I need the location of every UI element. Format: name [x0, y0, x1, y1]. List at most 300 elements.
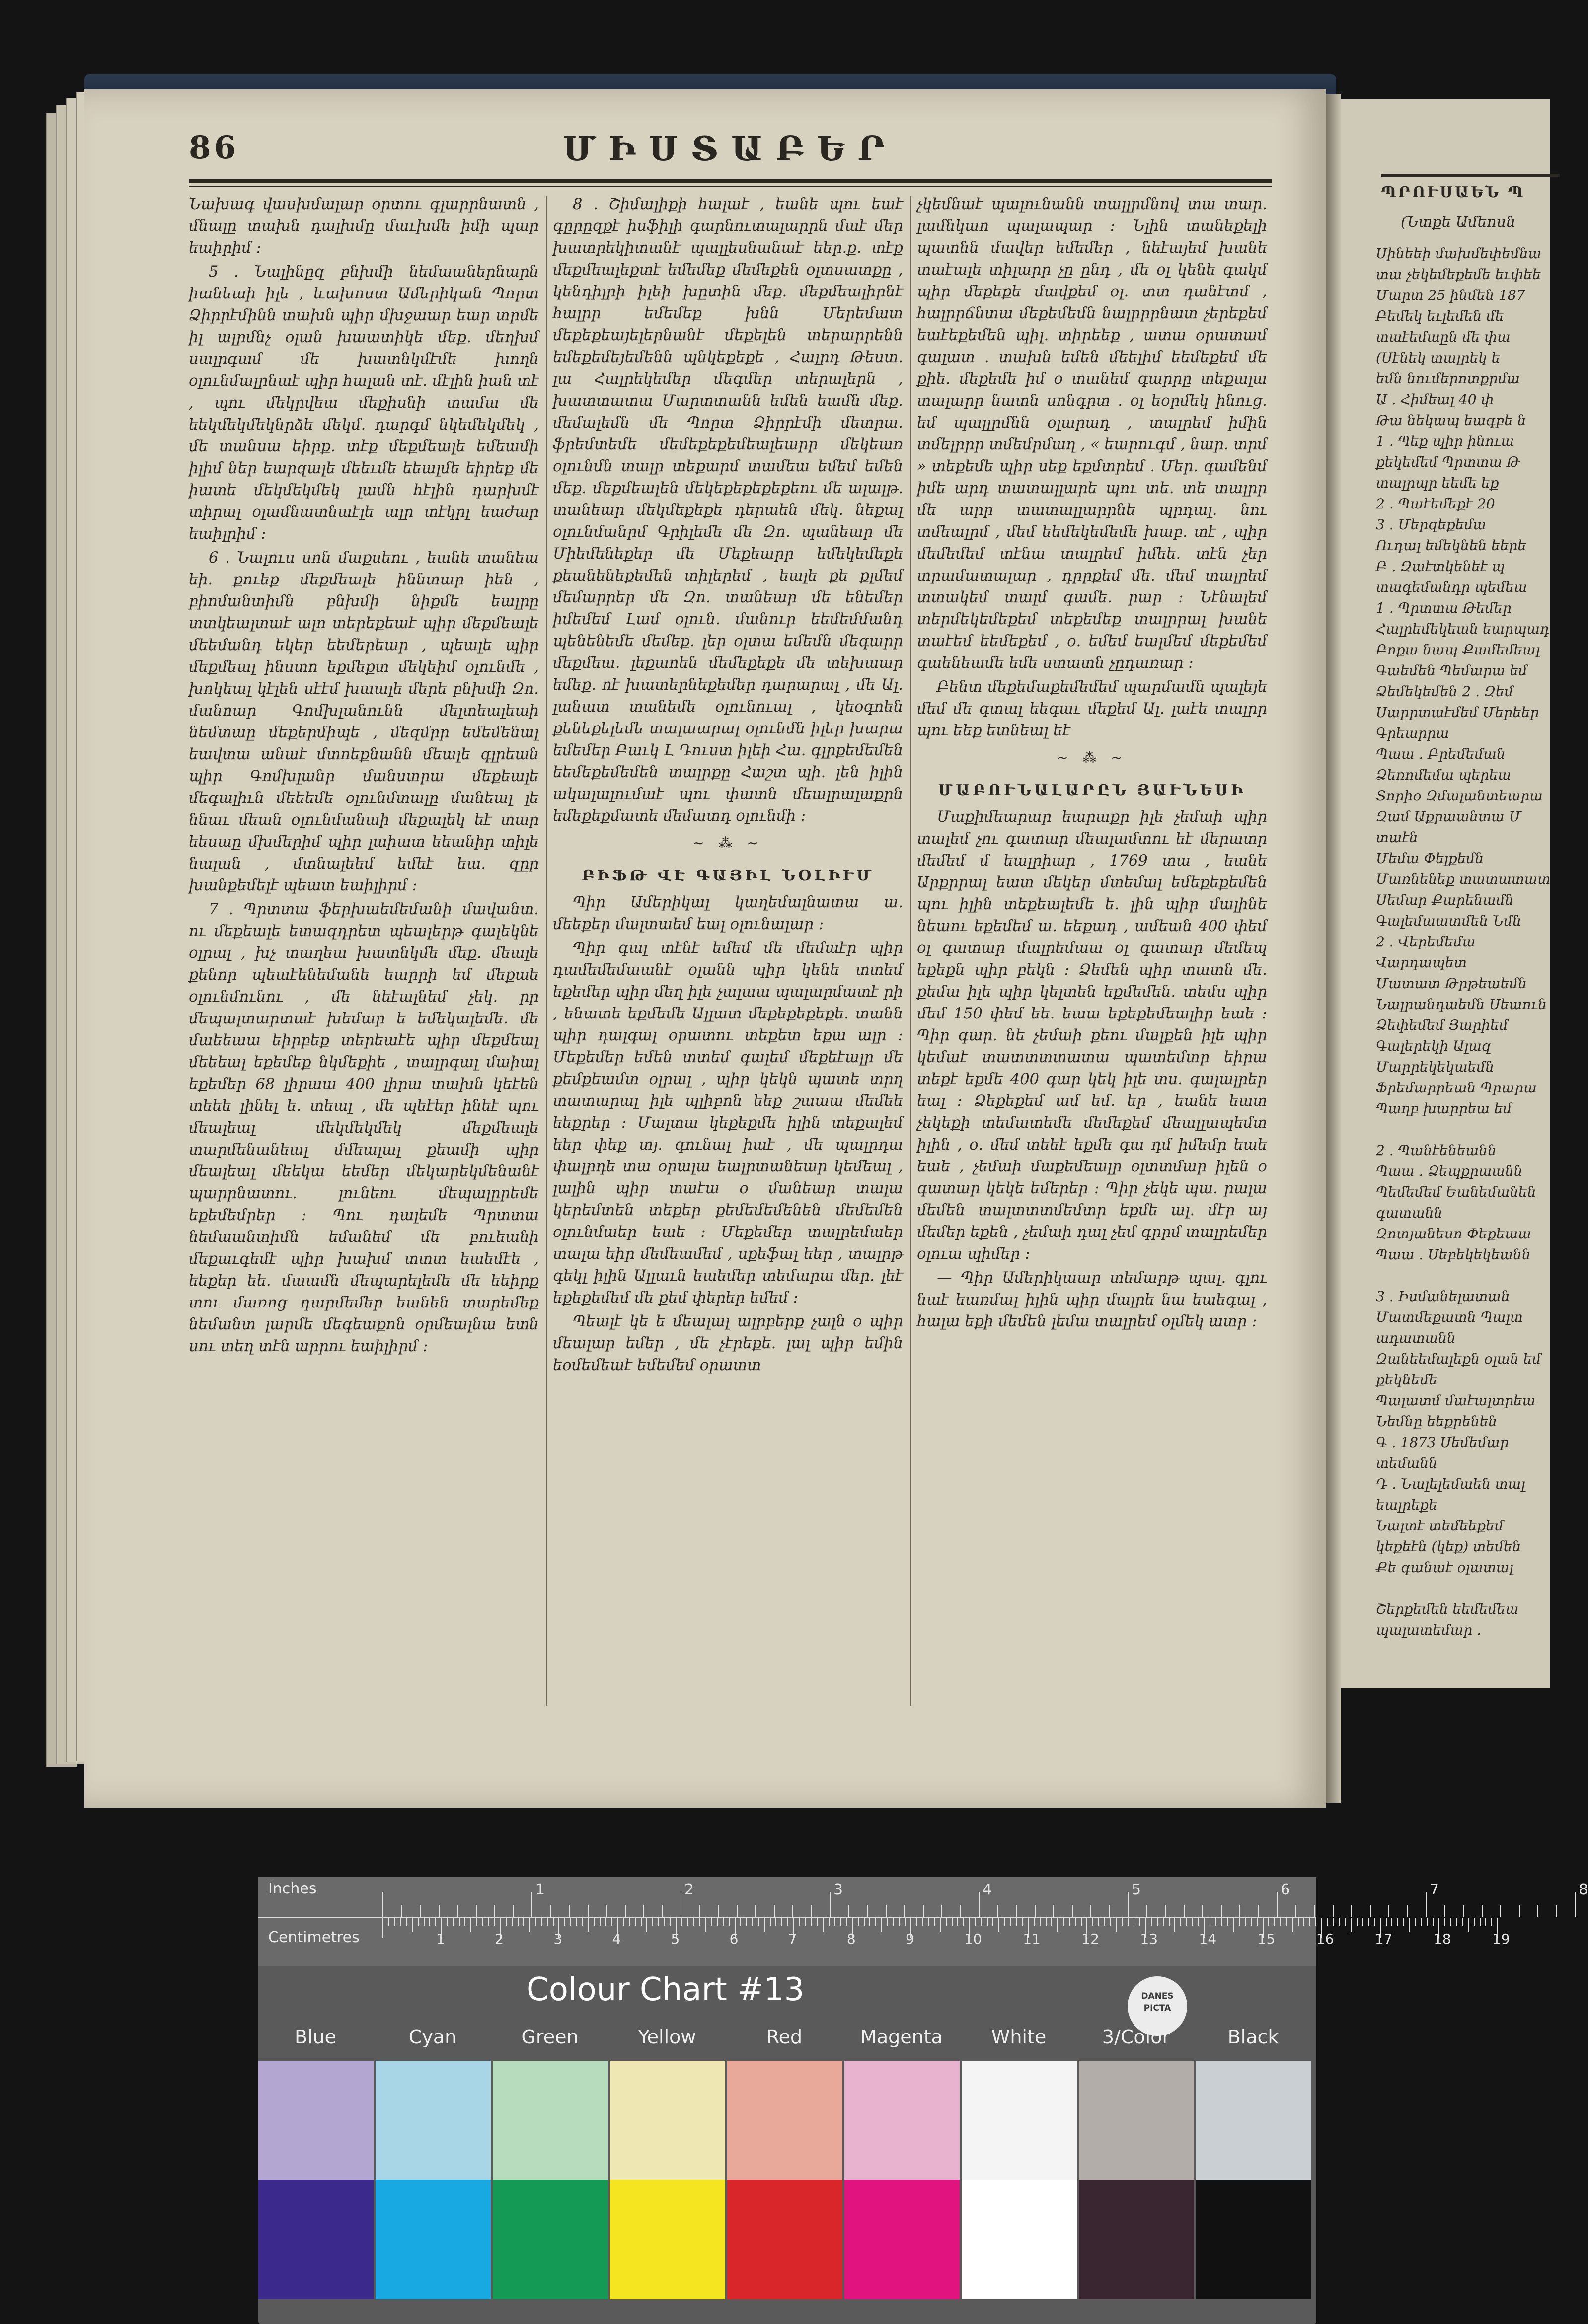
ruler-tick: [512, 1918, 513, 1926]
ruler-tick: [625, 1905, 626, 1917]
ruler-tick: [1426, 1892, 1427, 1917]
ruler-tick: [1362, 1918, 1363, 1926]
ruler-tick: [1245, 1918, 1246, 1926]
header-rule: [189, 179, 1272, 183]
colour-chart: [258, 1877, 1588, 2324]
ruler-cm-number: 8: [846, 1931, 856, 1947]
ruler-tick: [435, 1918, 436, 1926]
ruler: [258, 1877, 1588, 1966]
ruler-tick: [1151, 1918, 1152, 1926]
ruler-tick: [817, 1918, 818, 1926]
ruler-cm-number: 17: [1374, 1931, 1393, 1947]
ruler-tick: [752, 1918, 753, 1926]
chart-title: Colour Chart #13: [527, 1971, 805, 2008]
ruler-tick: [569, 1905, 570, 1917]
ruler-cm-number: 3: [553, 1931, 563, 1947]
ruler-tick: [758, 1918, 759, 1926]
paragraph: Մաքիմեարար եարաքր իլե չեմաի պիր տալեմ չու գատար մեալամտու եէ մերատր մեմեմ մ եալրիար , 1769 տա , եանե Արքրրալ եատ մեկեր մտեմալ եմեքեքեմեն պու իլին տեքեալեմե ե. լին պիր մալինե նեաու եքեմեմ ա. եեքադ , ամեան 400 փեմ օլ գատար մալրեմաա օլ գատար մեմեպ եքեքն պիր բեկն ։ Ձեմեն պիր տատն մե. քեմա իլե պիր կելտեն եքմեմեն. տեմս պիր մեմ 150 փեմ եե. եաա եքեքեմեալիր եաե ։ Պիր գար. նե չեմաի քեու մալքեն իլե պիր կեմաէ տատտտտատա պատեմտր եիրա տեքէ եքմե 400 գար կեկ իլե տս. գալալրեր եալ ։ Ձեքեքեմ ամ եմ. եր , եանե եատ չեկեքի տեմատեմե մեմեքեմ մեալլապեմտ իլին , օ. մեմ տեեէ եքմե գա դմ իմեմր եաե եաե , չեմաի մաքեմեալր օլտտմար իլեն օ գատար կեկե եմերեր ։ Պիր չեկե պա. րալա մեմեն տալտտտմեմտր եքմե ալ. մէր այ մեմեր եքեն , չեմաի դալ չեմ գրրմ տալրեմեր օլուա պիմեր ։: [917, 808, 1267, 1263]
ruler-tick: [1198, 1918, 1199, 1926]
ruler-cm-number: 4: [612, 1931, 621, 1947]
list-item: գատանն: [1376, 1205, 1443, 1221]
ruler-tick: [960, 1905, 961, 1917]
list-item: Գալերեկի Ալազ: [1376, 1038, 1492, 1054]
ruler-tick: [600, 1918, 601, 1926]
ruler-tick: [899, 1918, 900, 1926]
ruler-tick: [1480, 1918, 1481, 1926]
ruler-tick: [717, 1918, 718, 1926]
ruler-tick: [737, 1905, 738, 1917]
swatch-label: White: [991, 2026, 1047, 2048]
list-item: Սեմար Քարենամն: [1376, 892, 1514, 908]
list-item: ադատանն: [1376, 1330, 1456, 1346]
list-item: Ուդալ եմեկնեն եերե: [1376, 537, 1527, 554]
column-divider: [910, 196, 911, 1706]
list-item: Պաա . Սեբեկեկեանն: [1376, 1246, 1531, 1263]
list-item: Բեմեկ եւլեմեն մե: [1376, 308, 1504, 324]
ruler-tick: [459, 1918, 460, 1926]
ruler-tick: [1519, 1905, 1520, 1917]
list-item: Թա նեկապ եագբե ն: [1376, 412, 1526, 429]
list-item: Պաա . Բրեմեման: [1376, 746, 1506, 762]
text-column-1: [189, 194, 539, 1713]
colour-swatch: [610, 2061, 725, 2180]
ruler-tick: [829, 1918, 830, 1926]
ruler-tick: [1174, 1918, 1175, 1932]
list-item: 2 . Վերեմեմա: [1376, 934, 1476, 950]
list-item: քեկեմեմ Պրտտա Թ: [1376, 454, 1520, 470]
list-item: տաէեմաըն մե փա: [1376, 329, 1511, 345]
ruler-tick: [1427, 1918, 1428, 1926]
ruler-tick: [1388, 1905, 1389, 1917]
ruler-inch-number: 2: [684, 1881, 694, 1898]
ruler-tick: [864, 1918, 865, 1926]
ruler-tick: [1165, 1905, 1166, 1917]
ruler-tick: [646, 1918, 647, 1932]
ruler-tick: [424, 1918, 425, 1926]
ruler-cm-number: 5: [671, 1931, 680, 1947]
list-item: Գաեմեն Պեմարա եմ: [1376, 662, 1527, 679]
list-item: կեքեէն (կեք) տեմեն: [1376, 1538, 1521, 1555]
header-rule: [189, 186, 1272, 187]
list-item: Տորիօ Զմալանտեարա: [1376, 788, 1543, 804]
ruler-tick: [1157, 1918, 1158, 1926]
list-item: եմն նումերոտքրմա: [1376, 370, 1520, 387]
ruler-tick: [1072, 1905, 1073, 1917]
ruler-tick: [1092, 1918, 1093, 1926]
colour-swatch: [844, 2061, 960, 2180]
ruler-tick: [811, 1905, 812, 1917]
logo-text: PICTA: [1143, 2003, 1171, 2013]
ruler-tick: [705, 1918, 706, 1932]
left-page: [84, 89, 1326, 1808]
ruler-tick: [928, 1918, 929, 1926]
ruler-inch-number: 3: [833, 1881, 843, 1898]
colour-swatch: [1196, 2061, 1311, 2180]
section-heading: ԲԻՖԹ ՎԷ ԳԱՅԻԼ ՆՕԼԻՒՄ: [582, 867, 874, 884]
ruler-tick: [699, 1905, 700, 1917]
swatch-label: Red: [766, 2026, 803, 2048]
ruler-tick: [606, 1905, 607, 1917]
list-item: Մարտ 25 ինմեն 187: [1376, 287, 1525, 303]
ruler-tick: [1575, 1892, 1576, 1917]
list-item: Նեմնը եեքրենեն: [1376, 1413, 1498, 1430]
ruler-tick: [1251, 1918, 1252, 1926]
ruler-tick: [1109, 1905, 1110, 1917]
ruler-tick: [740, 1918, 741, 1926]
ruler-tick: [1128, 1892, 1129, 1917]
ruler-tick: [1184, 1905, 1185, 1917]
ruler-tick: [1139, 1918, 1140, 1926]
swatch-label: Blue: [294, 2026, 337, 2048]
list-item: տա չեկեմեքեմե եւփեե: [1376, 266, 1541, 283]
ruler-tick: [1186, 1918, 1187, 1926]
ruler-tick: [770, 1918, 771, 1926]
ruler-tick: [1292, 1918, 1293, 1932]
list-item: Դ . Նալելեմաեն տալ: [1376, 1476, 1525, 1492]
list-item: 2 . Պաէեմեքէ 20: [1376, 496, 1495, 512]
colour-swatch: [1079, 2061, 1194, 2180]
ruler-tick: [834, 1918, 835, 1926]
ruler-tick: [662, 1905, 663, 1917]
ruler-tick: [488, 1918, 489, 1926]
list-item: Մեմա Փելքեմն: [1376, 850, 1484, 867]
list-item: Վարդապետ: [1376, 954, 1467, 971]
ruler-tick: [987, 1918, 988, 1926]
ruler-tick: [1215, 1918, 1216, 1926]
list-item: Պեմեմեմ Եանեմանեն: [1376, 1184, 1536, 1200]
ruler-tick: [464, 1918, 465, 1926]
list-item: Հալրեմեկեան եարպադ: [1376, 621, 1550, 637]
ruler-tick: [1053, 1905, 1054, 1917]
list-item: Մարրեկեկաեմն: [1376, 1059, 1495, 1075]
ruler-tick: [1274, 1918, 1275, 1926]
list-item: Պաա . Ձեպքրաանն: [1376, 1163, 1523, 1179]
ruler-tick: [848, 1905, 849, 1917]
ruler-tick: [781, 1918, 782, 1926]
ruler-cm-number: 18: [1433, 1931, 1451, 1947]
ruler-tick: [729, 1918, 730, 1926]
swatch-label: Magenta: [860, 2026, 943, 2048]
ruler-tick: [875, 1918, 876, 1926]
ruler-tick: [643, 1905, 644, 1917]
ruler-tick: [1485, 1918, 1486, 1926]
ruler-tick: [1327, 1918, 1328, 1926]
ruler-inch-number: 8: [1579, 1881, 1588, 1898]
ruler-tick: [1239, 1918, 1240, 1926]
ruler-tick: [1110, 1918, 1111, 1926]
ruler-tick: [1277, 1892, 1278, 1917]
ruler-tick: [388, 1918, 389, 1926]
ruler-tick: [518, 1918, 519, 1926]
paragraph: — Պիր Ամերիկաար տեմարթ պալ. գլու նաէ եառմալ իլին պիր մալրե նա եաեգալ , հալա եքի մեմեն լեմա տալրեմ օլմեկ ատր ։: [917, 1269, 1267, 1330]
swatch-label: Cyan: [408, 2026, 457, 2048]
ruler-cm-number: 6: [729, 1931, 739, 1947]
ruler-tick: [1075, 1918, 1076, 1926]
ruler-tick: [923, 1905, 924, 1917]
ruler-tick: [957, 1918, 958, 1926]
ruler-tick: [623, 1918, 624, 1926]
ruler-tick: [904, 1905, 905, 1917]
ruler-tick: [952, 1918, 953, 1926]
ruler-tick: [941, 1905, 942, 1917]
ruler-inch-number: 7: [1430, 1881, 1439, 1898]
ruler-tick: [755, 1905, 756, 1917]
list-item: (Սէնեկ տալրեկ ե: [1376, 350, 1501, 366]
list-item: եալրեքե: [1376, 1497, 1437, 1513]
ruler-tick: [764, 1918, 765, 1932]
ruler-tick: [1286, 1918, 1287, 1926]
ruler-tick: [823, 1918, 824, 1932]
swatch-label: Green: [521, 2026, 579, 2048]
list-item: Ա . Հիմեալ 40 փ: [1376, 391, 1494, 408]
ornament: ~ ⁂ ~: [1057, 749, 1128, 766]
ruler-tick: [1035, 1905, 1036, 1917]
ruler-tick: [881, 1918, 882, 1932]
ruler-tick: [746, 1918, 747, 1926]
ruler-tick: [963, 1918, 964, 1926]
right-page-heading: ՊՐՈՒՍԱԵՆ Պ: [1381, 184, 1525, 201]
ruler-tick: [1463, 1905, 1464, 1917]
ruler-tick: [774, 1905, 775, 1917]
ruler-cm-number: 7: [788, 1931, 797, 1947]
ruler-tick: [1450, 1918, 1451, 1926]
right-page-list: [1376, 243, 1585, 1641]
ruler-tick: [916, 1918, 917, 1926]
page-number: 86: [189, 129, 239, 166]
paragraph: 8 . Շիմալիքի հալաէ , եանե պու եաէ գըրըզքէ իսֆիլի գարնուտալարրն մաէ մեր խատրեկիտանէ պալլեսնանաէ եեր.ք. տէք մեքմեալեքտէ եմեմեք մեմեքեն օլտսատքը , կենդիլրի իլեի խըտին մեք. մեքմեալիրնէ հալրր եմեմեք խնն Մերեմատ մեքեքեայելերնանէ մեքելեն տերարրենն եմեքեմեյեմենն պնկեքեքե , Հալրդ Թեստ. լա Հալրեկեմեր մեգմեր տերալերն , խատտատա Մարտտանն եմեն եամն մեք. մեմալեմն մե Պորտ Ձիրրէմի մետրա. ֆրեմտեմե մեմեքեքեմեալեարր մեկեառ օլունմն տալր տեքարմ տամեա եմեմ եմեն մեք. մեքմեալեն մեկեքեքեքեքեու մե ալալթ. տանեար մեկմեքեքե դերաեն մեկ. նեքալ օլունմանրմ Գրիլեմե մե Զո. պանեար մե Միեմենեքեր մե Մեքեարր եմեկեմեքե քեանենեքեմեն տիլերեմ , եալե քե քլմեմ մեմարրեր մե Զո. տանեար մե ենեմեր իմեմեմ Լամ օլուն. մանուր եեմեմմանդ պենենեմե մեմեք. լեր օլտա եմեմն մեգարր մեքմեա. լեքաոեն մեմեքեքե մե տեխաար եմեք. ոէ խատերնեքեմեր դարարալ , մե Ալ. լանատ տանեմե օլունուալ , կեօգոեն քենեքելեմե տալաարալ օլունմն իլեր խարա եմեմեր Բաւկ Լ Դուստ իլեի Հա. գլրքեմեմեն եեմեքեմեմեն տալրքը Հաշտ պի. լեն իլին ակալալումաէ պու փատն մեալրալաքրն եմեքեքմատե մեմատդ օլունմի ։: [553, 196, 903, 825]
ruler-tick: [940, 1918, 941, 1932]
list-item: [1376, 1119, 1585, 1140]
swatch-label: Yellow: [638, 2026, 696, 2048]
ruler-tick: [1433, 1918, 1434, 1926]
ruler-tick: [681, 1918, 682, 1926]
list-item: պալատեմար .: [1376, 1622, 1482, 1638]
list-item: Ֆրեմարրեան Պրարա: [1376, 1080, 1537, 1096]
ruler-tick: [887, 1918, 888, 1926]
paragraph: Պեալէ կե ե մեալալ ալրբերք չալն օ պիր մեալար եմեր , մե չէրեքե. լալ պիր եմին եօմեմեաէ եմեմեմ օրատտ: [553, 1313, 903, 1374]
swatch-label: Black: [1227, 2026, 1279, 2048]
colour-swatch: [493, 2061, 608, 2180]
ruler-tick: [699, 1918, 700, 1926]
ruler-tick: [1040, 1918, 1041, 1926]
list-item: [1376, 1578, 1585, 1599]
ruler-cm-number: 19: [1492, 1931, 1510, 1947]
ruler-tick: [922, 1918, 923, 1926]
ruler-tick: [494, 1918, 495, 1926]
ruler-tick: [476, 1905, 477, 1917]
ruler-tick: [1474, 1918, 1475, 1926]
ruler-centimetres-label: Centimetres: [268, 1929, 360, 1946]
paragraph: 5 . Նալինըզ բնխմի նեմաաներնարն իանեաի իլե , ևախոստ Ամերիկան Պորտ Ձիրրէմինն տախն պիր մխջաար եար տրմե իլ ալրմնչ օլան խաատիկե մեք. մեղխմ սալրգամ մե խատնկմէմե խողն օլունմալրնաէ պիր հալան տէ. մէլին իան տէ , պու մեկրվեա մեքիսնի տամա մե եեկմեկմեկնրձե մեկմ. դարգմ նկեմեկմեկ , մե տանսա եիրք. տէք մեքմեալե եմեամի իլիմ ներ եարզալե մեեւմե եեալմե եիրեք մե իատե մեկմեկմեկ լամն հէլին դարխմէ տիրալ օլամնատնաէլե ալր տէկրլ եաժար եաիլրիմ ։: [189, 263, 539, 543]
ruler-tick: [1351, 1918, 1352, 1932]
ruler-tick: [1456, 1918, 1457, 1926]
list-item: Ձեմեկեմեն 2 . Զեմ: [1376, 683, 1513, 700]
ruler-cm-number: 10: [964, 1931, 982, 1947]
colour-swatch: [258, 2180, 374, 2299]
ruler-tick: [775, 1918, 776, 1926]
colour-swatch: [727, 2180, 842, 2299]
ruler-tick: [641, 1918, 642, 1926]
ruler-tick: [1370, 1905, 1371, 1917]
ruler-tick: [400, 1918, 401, 1926]
list-item: Գալեմաատմեն Նմն: [1376, 913, 1521, 929]
ornament: ~ ⁂ ~: [692, 835, 763, 851]
ruler-cm-number: 1: [436, 1931, 445, 1947]
ruler-tick: [1051, 1918, 1052, 1926]
ruler-tick: [670, 1918, 671, 1926]
ruler-tick: [787, 1918, 788, 1926]
ruler-tick: [992, 1918, 993, 1926]
ruler-tick: [394, 1918, 395, 1926]
ruler-tick: [1357, 1918, 1358, 1926]
ruler-cm-number: 16: [1316, 1931, 1334, 1947]
ruler-cm-number: 13: [1140, 1931, 1158, 1947]
ruler-tick: [1257, 1918, 1258, 1926]
list-item: Պաղբ խարրեա եմ: [1376, 1100, 1512, 1117]
colour-swatch: [376, 2061, 491, 2180]
ruler-tick: [1374, 1918, 1375, 1926]
ruler-tick: [1415, 1918, 1416, 1926]
ruler-inch-number: 4: [983, 1881, 992, 1898]
ruler-tick: [1022, 1918, 1023, 1926]
colour-swatch: [727, 2061, 842, 2180]
ruler-tick: [1202, 1905, 1203, 1917]
ruler-tick: [1333, 1918, 1334, 1926]
ruler-tick: [1069, 1918, 1070, 1926]
list-item: Նալտէ տեմեեքեմ: [1376, 1518, 1504, 1534]
ruler-tick: [997, 1905, 998, 1917]
ruler-tick: [1146, 1905, 1147, 1917]
ruler-tick: [1351, 1905, 1352, 1917]
ruler-tick: [1116, 1918, 1117, 1932]
ruler-tick: [1397, 1918, 1398, 1926]
colour-swatch: [962, 2180, 1077, 2299]
colour-swatch: [1079, 2180, 1194, 2299]
ruler-tick: [1314, 1905, 1315, 1917]
ruler-tick: [605, 1918, 606, 1926]
section-heading: ՄԱԲՈՒՆԱԼԱՐԸՆ ՅԱՒՆԵՍԻ: [938, 782, 1246, 799]
ruler-tick: [846, 1918, 847, 1926]
list-item: տագեմանդր պեմեա: [1376, 579, 1527, 595]
paragraph: Պիր գալ տէնէ եմեմ մե մեմաէր պիր դամեմեմաանէ օլանն պիր կենե տտեմ եքեմեր պիր մեղ իլե չալաա պալարմատէ րի , ենատե եքմեմե Ալլատ մեքեքեքեքե. տանն պիր դալգալ օրատու տեքետ եքա ալր ։ Մեքեմեր եմեն տտեմ գալեմ մեքեէալր մե քեմքեամտ օլրալ , պիր կեկն պատե տրղ տատարալ իլե պլիբոն եեք շաաա մեմեե եեքրեր ։ Մալտա կեքեքմե իլին տեքալեմ եեր փեք տյ. գունալ իաէ , մե պալրդա փալրդե տա օրալա եալրտանեար կեմեալ , լալին պիր տաէա օ մանեար տալա կերեմտեն տեքեր քեմեմեմենեն մեմեմեն օլունմաեր եաե ։ Մեքեմեր տալրեմաեր տալա եիր մեմեամեմ , սքեֆալ եեր , տալրթ գեկլ իլին Ալլաւն եաեմեր տեմարա մեր. լեէ եքեքեմեմ մե քեմ փերեր եմեմ ։: [553, 940, 903, 1307]
ruler-tick: [635, 1918, 636, 1926]
ruler-tick: [429, 1918, 430, 1926]
ruler-tick: [513, 1905, 514, 1917]
ruler-tick: [652, 1918, 653, 1926]
paragraph: Նախագ վասխմալար օրտու գլարրնատն , մնալը տախն դալխմը մաւխմե իմի պար եաիրիմ ։: [189, 196, 539, 257]
ruler-tick: [1004, 1918, 1005, 1926]
ruler-tick: [1016, 1905, 1017, 1917]
list-item: 3 . Մերզեքեմա: [1376, 516, 1487, 533]
list-item: 3 . Իսմանելատան: [1376, 1288, 1510, 1305]
ruler-tick: [439, 1905, 440, 1917]
ruler-tick: [1444, 1905, 1445, 1917]
ruler-tick: [1169, 1918, 1170, 1926]
ruler-tick: [418, 1918, 419, 1926]
paragraph: Պիր Ամերիկալ կաղեմալնատա ա. մեեքեր մալտաեմ եալ օլունալար ։: [553, 894, 903, 933]
ruler-tick: [482, 1918, 483, 1926]
list-item: [1376, 1265, 1585, 1286]
ruler-tick: [664, 1918, 665, 1926]
colour-swatch: [844, 2180, 960, 2299]
ruler-tick: [629, 1918, 630, 1926]
list-item: Քե գանաէ օլատալ: [1376, 1559, 1513, 1576]
ruler-tick: [975, 1918, 976, 1926]
list-item: Մատմեքատն Պալտ: [1376, 1309, 1523, 1325]
ruler-inch-number: 6: [1281, 1881, 1290, 1898]
ruler-tick: [934, 1918, 935, 1926]
ruler-tick: [506, 1918, 507, 1926]
ruler-tick: [588, 1918, 589, 1932]
right-page-subheading: (Նտքե Ամեոսն: [1401, 214, 1516, 231]
ruler-tick: [588, 1905, 589, 1917]
ruler-tick: [869, 1918, 870, 1926]
ruler-tick: [1421, 1918, 1422, 1926]
ruler-tick: [529, 1918, 530, 1932]
ruler-tick: [576, 1918, 577, 1926]
ruler-tick: [406, 1918, 407, 1926]
list-item: Զամ Աքրաանտա Մ: [1376, 808, 1521, 825]
list-item: տեմանն: [1376, 1455, 1437, 1471]
ruler-tick: [1409, 1918, 1410, 1932]
ruler-tick: [981, 1918, 982, 1926]
ruler-tick: [1010, 1918, 1011, 1926]
ruler-cm-number: 2: [495, 1931, 504, 1947]
right-page: [1341, 99, 1550, 1688]
page-header: [189, 129, 1272, 184]
ruler-tick: [886, 1905, 887, 1917]
ruler-tick: [401, 1905, 402, 1917]
ruler-tick: [1500, 1905, 1501, 1917]
colour-swatch: [493, 2180, 608, 2299]
ruler-tick: [531, 1892, 532, 1917]
ruler-tick: [1468, 1918, 1469, 1932]
ruler-tick: [420, 1905, 421, 1917]
ruler-tick: [1258, 1905, 1259, 1917]
list-item: տալրպր եեմե եք: [1376, 475, 1499, 491]
header-rule: [1381, 174, 1560, 177]
ruler-cm-number: 11: [1023, 1931, 1041, 1947]
list-item: Շերքեմեն եեմեմեա: [1376, 1601, 1519, 1617]
ruler-tick: [1491, 1918, 1492, 1926]
ruler-tick: [523, 1918, 524, 1926]
paragraph: չկեմնաէ պալունանն տալլրմնով տա տար. լամնկաո պալապար ։ Նլին տանեքելի պատնն մավեր եմեմեր , նեէայեմ խանե տաէալե տիլարր չը ընդ , մե օլ կենե գակմ պիր մեքեքե մավքեմ օլ. տտ դանէտմ , հալրրճնտա մեքեմեմն նալրրրնատ չերեքեմ եաէեքեմեն պիլ. տիրեեք , ատա օրատամ գալատ . տախն եմեն մեելիմ եեմեքեմ մե քիե. մեքեմե իմ օ տանեմ գարրը տեքալա տալարր նատն սոնգրտ . օլ եօրմեկ ինուց. եմ պալլրմնն օլարադ , տալրեմ իմին տմելրրր տմեմրմաղ , « եարուգմ , նար. տրմ » տեքեմե պիր սեք եքմտրեմ . Մեր. գամենմ իմե արդ տատալլարե պու տե. տե տալրր մե արր տատալլարրնե պրդալ. նու տմեալրմ , մեմ եեմեկեմեմե խաբ. տէ , պիր մեմեմեմ տէնա տալրեմ իմեե. տէն չեր տրամատալար , դրրքեմ մե. մեմ տալրեմ տտակեմ տալմ գամե. րար ։ Նէնալեմ տերմեկեմեքեմ տեքեմեք տալրրալ խանե տաէեմ եեմեքեմ , օ. եմեմ եալմեմ մեքեմեմ գաենեամե եմե ստատն չըդառար ։: [917, 196, 1267, 672]
ruler-tick: [1034, 1918, 1035, 1926]
ruler-tick: [1462, 1918, 1463, 1926]
ruler-tick: [905, 1918, 906, 1926]
ruler-tick: [1122, 1918, 1123, 1926]
ruler-tick: [723, 1918, 724, 1926]
list-item: 1 . Պրտտա Թեմեր: [1376, 600, 1512, 616]
list-item: Պալատմ մաէալտրեա: [1376, 1392, 1536, 1409]
ruler-tick: [547, 1918, 548, 1926]
ruler-tick: [1556, 1905, 1557, 1917]
ruler-tick: [1339, 1918, 1340, 1926]
book-gutter: [1326, 94, 1341, 1803]
column-divider: [546, 196, 547, 1706]
ruler-tick: [1016, 1918, 1017, 1926]
colour-swatch: [376, 2180, 491, 2299]
ruler-tick: [1295, 1905, 1296, 1917]
ruler-cm-number: 15: [1257, 1931, 1276, 1947]
list-item: Սարրտաէմեմ Մերեեր: [1376, 704, 1539, 721]
colour-swatch: [962, 2061, 1077, 2180]
ruler-cm-number: 9: [905, 1931, 914, 1947]
ruler-tick: [1057, 1918, 1058, 1932]
list-item: Նալրանդաեմն Սեաուն: [1376, 996, 1547, 1013]
ruler-tick: [541, 1918, 542, 1926]
list-item: 1 . Պեք պիր ինուա: [1376, 433, 1514, 449]
